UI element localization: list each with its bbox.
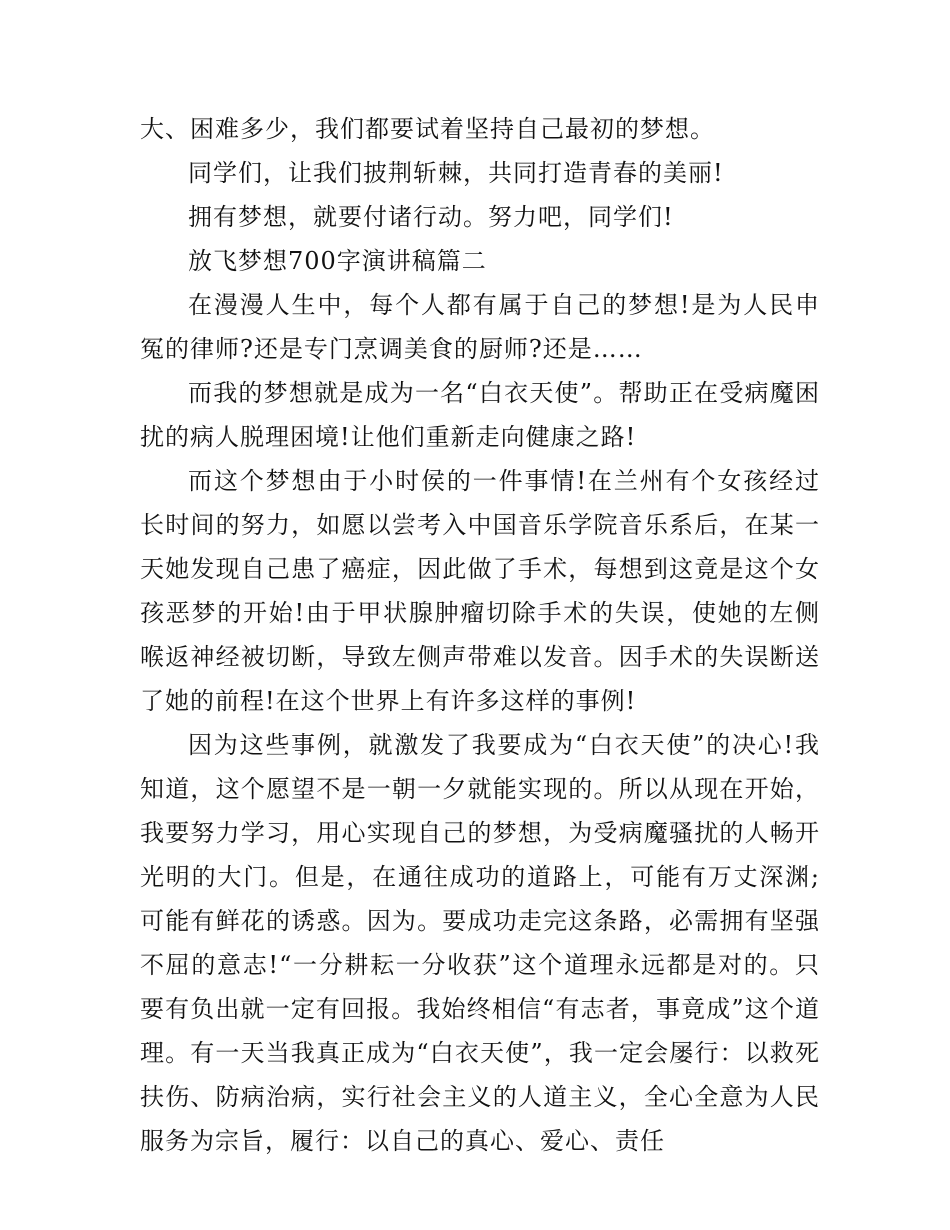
paragraph: 而我的梦想就是成为一名“白衣天使”。帮助正在受病魔困扰的病人脱理困境!让他们重新走向健康之路! (140, 379, 820, 451)
document-page (140, 107, 820, 1163)
section-heading: 放飞梦想700字演讲稿篇二 (188, 247, 487, 275)
paragraph: 而这个梦想由于小时侯的一件事情!在兰州有个女孩经过长时间的努力，如愿以尝考入中国音乐学院音乐系后，在某一天她发现自己患了癌症，因此做了手术，每想到这竟是这个女孩恶梦的开始!由于甲状腺肿瘤切除手术的失误，使她的左侧喉返神经被切断，导致左侧声带难以发音。因手术的失误断送了她的前程!在这个世界上有许多这样的事例! (140, 467, 820, 715)
paragraph: 拥有梦想，就要付诸行动。努力吧，同学们! (188, 203, 674, 231)
paragraph: 在漫漫人生中，每个人都有属于自己的梦想!是为人民申冤的律师?还是专门烹调美食的厨师?还是…… (140, 291, 820, 363)
paragraph: 同学们，让我们披荆斩棘，共同打造青春的美丽! (188, 159, 724, 187)
paragraph: 因为这些事例，就激发了我要成为“白衣天使”的决心!我知道，这个愿望不是一朝一夕就能实现的。所以从现在开始，我要努力学习，用心实现自己的梦想，为受病魔骚扰的人畅开光明的大门。但是，在通往成功的道路上，可能有万丈深渊;可能有鲜花的诱惑。因为。要成功走完这条路，必需拥有坚强不屈的意志!“一分耕耘一分收获”这个道理永远都是对的。只要有负出就一定有回报。我始终相信“有志者，事竟成”这个道理。有一天当我真正成为“白衣天使”，我一定会屡行：以救死扶伤、防病治病，实行社会主义的人道主义，全心全意为人民服务为宗旨，履行：以自己的真心、爱心、责任 (140, 731, 820, 1155)
paragraph: 大、困难多少，我们都要试着坚持自己最初的梦想。 (140, 115, 715, 143)
